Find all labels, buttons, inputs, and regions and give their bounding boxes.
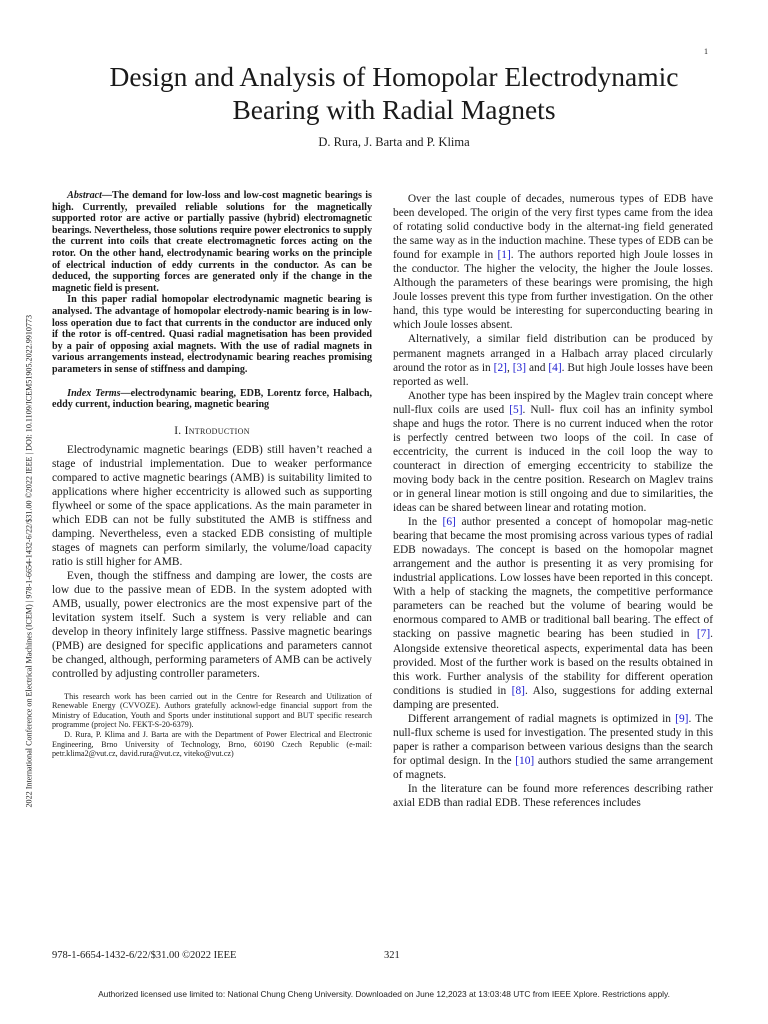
citation-link-8[interactable]: [8]: [511, 684, 525, 697]
license-notice: Authorized licensed use limited to: National Chung Cheng University. Downloaded on June 12,2023 at 13:03:48 UTC from IEEE Xplore. Restrictions apply.: [98, 989, 670, 999]
paper-title: [40, 60, 748, 126]
text-run: . The null-flux scheme is used for investigation. The presented study in this paper is rather a comparison between various designs than the search for optimal design. In the: [393, 712, 714, 767]
right-paragraph-3: [393, 389, 713, 515]
text-run: ,: [506, 361, 513, 374]
right-paragraph-6: In the literature can be found more references describing rather axial EDB than radial EDB. These references includes: [393, 782, 713, 810]
text-run: . Null- flux coil has an infinity symbol shape and hugs the rotor. There is no current induced when the rotor is perfectly centred between two loops of the coil. In case of eccentricity, the current is induced in the coil loop the way to counteract in direction of emerging eccentricity to stabilize the moving body back in the centre position. Research on Maglev trains or in general linear motion is still ongoing and due to similarities, the ideas can be shared between linear and rotating motion.: [393, 403, 713, 515]
side-doi-text: [24, 218, 33, 808]
citation-link-3[interactable]: [3]: [512, 361, 527, 374]
citation-link-9[interactable]: [9]: [675, 712, 689, 725]
citation-link-5[interactable]: [5]: [509, 403, 523, 416]
author-list: D. Rura, J. Barta and P. Klima: [318, 135, 470, 149]
text-run: Over the last couple of decades, numerous types of EDB have been developed. The origin of the very first types came from the idea of rotating solid conductive body in the alternat-ing field generated the same way as in the induction machine. These types of EDB can be found for example in: [393, 193, 713, 262]
right-paragraph-5: [393, 712, 713, 782]
side-doi-label: 2022 International Conference on Electrical Machines (ICEM) | 978-1-6654-1432-6/22/$31.00 ©2022 IEEE | DOI: 10.1109/ICEM51905.2022.9910773: [24, 314, 34, 808]
intro-paragraph-2: Even, though the stiffness and damping are lower, the costs are low due to the passive mean of EDB. In the system adopted with AMB, usually, power electronics are the most expensive part of the levitation system itself. Such a system is very reliable and can develop in theory infinitely large stiffness. Passive magnetic bearings (PMB) are designed for specific applications and parameters cannot be changed, although, performing parameters of AMB can be actively controlled by adjusting controller parameters.: [52, 570, 372, 681]
text-run: . The authors reported high Joule losses in the conductor. The higher the velocity, the higher the Joule losses. Although the parameters of these bearings were promising, the high Joule losses prevent this type from further investigation. On the other hand, this type would be interesting for superconducting bearing in which Joule losses absent.: [393, 249, 713, 332]
right-column: [393, 192, 713, 810]
citation-link-2[interactable]: [2]: [493, 361, 507, 374]
footnote-funding: This research work has been carried out in the Centre for Research and Utilization of Renewable Energy (CVVOZE). Authors gratefully acknowl-edge financial support from the Ministry of Education, Youth and Sports under institutional support and BUT specific research programme (project No. FEKT-S-20-6379).: [52, 691, 372, 730]
abstract-lead: Abstract: [67, 190, 102, 201]
text-run: Alternatively, a similar field distribution can be produced by permanent magnets arranged in a Halbach array placed circularly around the rotor as in: [393, 333, 713, 374]
abstract-text-1: —The demand for low-loss and low-cost magnetic bearings is high. Currently, prevailed reliable solutions for the magnetically supported rotor are active or partially passive (hybrid) electromagnetic bearings. Nevertheless, those solutions require power electronics to supply the current into coils that create electromagnetic forces acting on the rotor. On the other hand, electrodynamic bearing works on the principle of electrical induction of eddy currents in the conductor. As can be deduced, the supporting forces are generated only if the change in the magnetic field is present.: [52, 190, 372, 294]
text-run: authors studied the same arrangement of magnets.: [393, 754, 713, 781]
right-paragraph-4: [393, 515, 713, 712]
text-run: . But high Joule losses have been reported as well.: [393, 361, 713, 388]
citation-link-1[interactable]: [1]: [497, 249, 511, 262]
index-terms: [52, 388, 372, 411]
footer-isbn: 978-1-6654-1432-6/22/$31.00 ©2022 IEEE: [52, 950, 237, 961]
right-paragraph-2: [393, 332, 713, 388]
citation-link-10[interactable]: [10]: [515, 754, 535, 767]
page-number: 1: [704, 47, 708, 56]
abstract-paragraph-2: In this paper radial homopolar electrodynamic magnetic bearing is analysed. The advantage of homopolar electrody-namic bearing is in low-loss operation due to fact that currents in the conductor are induced only if the rotor is off-centred. Quasi radial magnetisation has been provided by a pair of opposing axial magnets. With the use of radial magnets in various arrangements instead, electrodynamic bearing reaches promising parameters in sense of stiffness and damping.: [52, 294, 372, 375]
title-line-1: Design and Analysis of Homopolar Electrodynamic: [109, 61, 679, 92]
left-column: [52, 190, 372, 759]
citation-link-4[interactable]: [4]: [548, 361, 562, 374]
text-run: and: [526, 361, 549, 374]
right-paragraph-1: [393, 192, 713, 332]
text-run: . Alongside extensive theoretical aspects, experimental data has been provided. Most of the further work is based on the results obtained in this work. Further analysis of the stability for different operation conditions is studied in: [393, 628, 713, 697]
title-line-2: Bearing with Radial Magnets: [232, 94, 556, 125]
citation-link-7[interactable]: [7]: [696, 628, 711, 641]
citation-link-6[interactable]: [6]: [442, 516, 456, 529]
index-terms-text: —electrodynamic bearing, EDB, Lorentz force, Halbach, eddy current, induction bearing, magnetic bearing: [52, 387, 372, 411]
text-run: author presented a concept of homopolar mag-netic bearing that became the most promising across various types of radial EDB nowadays. The concept is based on the homopolar magnet arrangement and the author is presenting it as very promising for industrial applications. Low losses have been reported in this concept. With a help of stacking the magnets, the competitive performance parameters can be reached but the volume of bearing would be enormous compared to AMB or traditional ball bearing. The effect of stacking on passive magnetic bearing has been studied in: [393, 516, 713, 641]
text-run: Different arrangement of radial magnets is optimized in: [407, 712, 676, 725]
section-heading-introduction: I. Introduction: [174, 424, 250, 437]
text-run: Another type has been inspired by the Maglev train concept where null-flux coils are used: [393, 389, 713, 416]
footer-page-number: 321: [384, 950, 400, 961]
text-run: . Also, suggestions for adding external damping are presented.: [393, 684, 713, 711]
index-terms-lead: Index Terms: [67, 387, 121, 399]
intro-paragraph-1: Electrodynamic magnetic bearings (EDB) still haven’t reached a stage of industrial implementation. Due to weaker performance compared to active magnetic bearings (AMB) is suitability limited to applications where higher eccentricity is allowed such as supporting flywheel or some of the space applications. As the main parameter in which EDB can not be fully substituted the AMB is stiffness and damping. Nevertheless, even a stacked EDB consisting of multiple stages of magnets can perform similarly, the volume/load capacity ratio is still higher for AMB.: [52, 443, 372, 569]
abstract-paragraph-1: [52, 190, 372, 294]
footnote-affiliation: D. Rura, P. Klima and J. Barta are with the Department of Power Electrical and Electronic Engineering, Brno University of Technology, Brno, 60190 Czech Republic (e-mail: petr.klima2@vut.cz, david.rura@vut.cz, viteko@vut.cz): [52, 729, 372, 759]
text-run: In the: [407, 516, 443, 529]
